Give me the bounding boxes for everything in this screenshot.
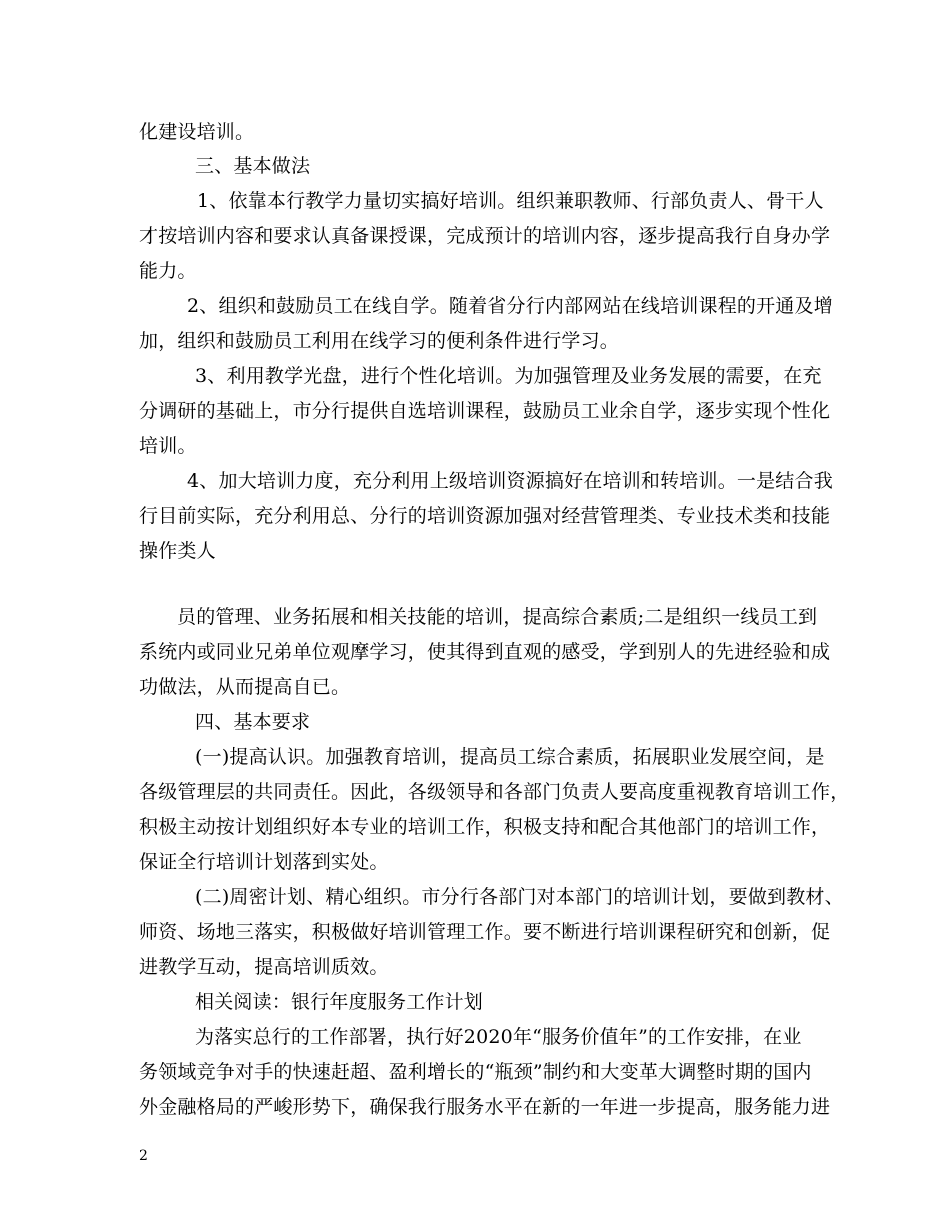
text-line: 务领域竞争对手的快速赶超、盈利增长的“瓶颈”制约和大变革大调整时期的国内 [139,1061,812,1083]
text-line: 2、组织和鼓励员工在线自学。随着省分行内部网站在线培训课程的开通及增 [187,295,833,317]
page-number: 2 [139,1148,148,1164]
text-line: 3、利用教学光盘，进行个性化培训。为加强管理及业务发展的需要，在充 [195,365,822,387]
text-line: 行目前实际，充分利用总、分行的培训资源加强对经营管理类、专业技术类和技能 [139,505,831,527]
text-line: 保证全行培训计划落到实处。 [139,851,389,873]
section-heading: 三、基本做法 [195,155,311,177]
text-line: 进教学互动，提高培训质效。 [139,956,389,978]
text-line: 为落实总行的工作部署，执行好2020年“服务价值年”的工作安排，在业 [195,1026,802,1048]
text-line: 分调研的基础上，市分行提供自选培训课程，鼓励员工业余自学，逐步实现个性化 [139,400,831,422]
text-line: 系统内或同业兄弟单位观摩学习，使其得到直观的感受，学到别人的先进经验和成 [139,641,831,663]
text-line: 师资、场地三落实，积极做好培训管理工作。要不断进行培训课程研究和创新，促 [139,921,831,943]
text-line: 加，组织和鼓励员工利用在线学习的便利条件进行学习。 [139,330,620,352]
text-line: 功做法，从而提高自已。 [139,676,351,698]
text-line: 1、依靠本行教学力量切实搞好培训。组织兼职教师、行部负责人、骨干人 [197,190,824,212]
text-line: 员的管理、业务拓展和相关技能的培训，提高综合素质;二是组织一线员工到 [177,606,818,628]
text-line: (一)提高认识。加强教育培训，提高员工综合素质，拓展职业发展空间，是 [195,746,825,768]
text-line: 各级管理层的共同责任。因此，各级领导和各部门负责人要高度重视教育培训工作， [139,781,850,803]
text-line: (二)周密计划、精心组织。市分行各部门对本部门的培训计划，要做到教材、 [195,886,844,908]
text-line: 才按培训内容和要求认真备课授课，完成预计的培训内容，逐步提高我行自身办学 [139,225,831,247]
text-line: 操作类人 [139,540,216,562]
text-line: 培训。 [139,435,197,457]
section-heading: 四、基本要求 [195,711,311,733]
related-reading-heading: 相关阅读：银行年度服务工作计划 [195,991,484,1013]
text-line: 外金融格局的严峻形势下，确保我行服务水平在新的一年进一步提高，服务能力进 [139,1096,831,1118]
text-line: 4、加大培训力度，充分利用上级培训资源搞好在培训和转培训。一是结合我 [187,470,833,492]
text-line: 化建设培训。 [139,121,255,143]
text-line: 积极主动按计划组织好本专业的培训工作，积极支持和配合其他部门的培训工作， [139,816,831,838]
text-line: 能力。 [139,260,197,282]
